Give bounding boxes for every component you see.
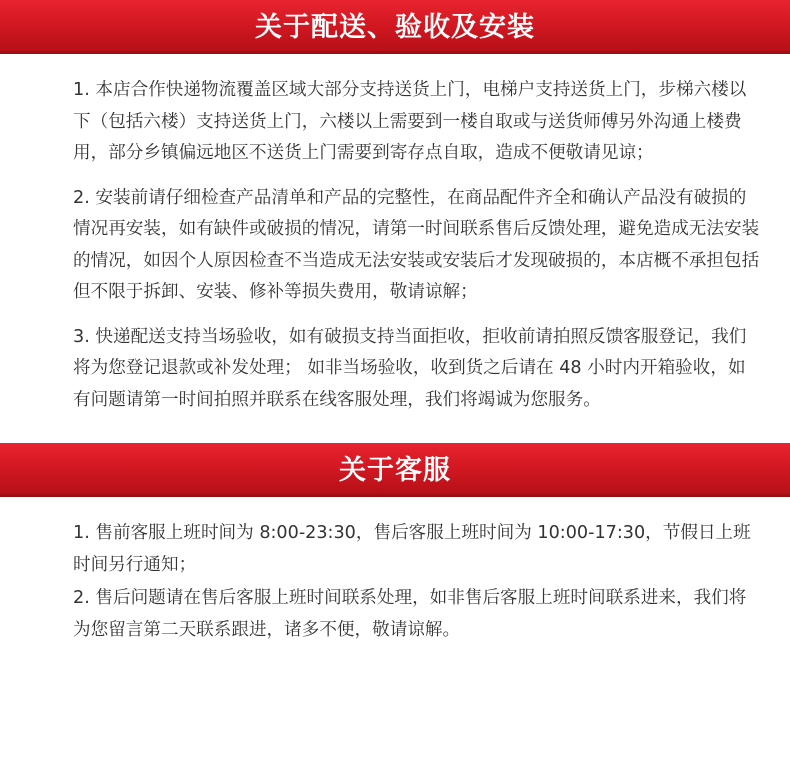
delivery-paragraph-3: 3. 快递配送支持当场验收，如有破损支持当面拒收，拒收前请拍照反馈客服登记，我们将为您登记退款或补发处理； 如非当场验收，收到货之后请在 48 小时内开箱验收，如有问题请第一时间拍照并联系在线客服处理，我们将竭诚为您服务。 bbox=[73, 326, 747, 410]
section-title-delivery: 关于配送、验收及安装 bbox=[255, 11, 535, 43]
section-banner-delivery bbox=[0, 0, 790, 54]
service-paragraph-2: 2. 售后问题请在售后客服上班时间联系处理，如非售后客服上班时间联系进来，我们将为您留言第二天联系跟进，诸多不便，敬请谅解。 bbox=[73, 588, 747, 640]
delivery-paragraph-2: 2. 安装前请仔细检查产品清单和产品的完整性，在商品配件齐全和确认产品没有破损的情况再安装，如有缺件或破损的情况，请第一时间联系售后反馈处理，避免造成无法安装的情况，如因个人原因检查不当造成无法安装或安装后才发现破损的，本店概不承担包括但不限于拆卸、安装、修补等损失费用，敬请谅解； bbox=[73, 187, 760, 302]
service-section-body bbox=[0, 497, 790, 646]
section-banner-service bbox=[0, 443, 790, 497]
section-spacer bbox=[0, 416, 790, 443]
delivery-paragraph-1: 1. 本店合作快递物流覆盖区域大部分支持送货上门，电梯户支持送货上门，步梯六楼以下（包括六楼）支持送货上门，六楼以上需要到一楼自取或与送货师傅另外沟通上楼费用，部分乡镇偏远地区不送货上门需要到寄存点自取，造成不便敬请见谅； bbox=[73, 80, 747, 163]
delivery-section-body bbox=[0, 54, 790, 416]
section-title-service: 关于客服 bbox=[339, 454, 451, 486]
service-paragraph-1: 1. 售前客服上班时间为 8:00-23:30，售后客服上班时间为 10:00-17:30，节假日上班时间另行通知； bbox=[73, 523, 751, 575]
